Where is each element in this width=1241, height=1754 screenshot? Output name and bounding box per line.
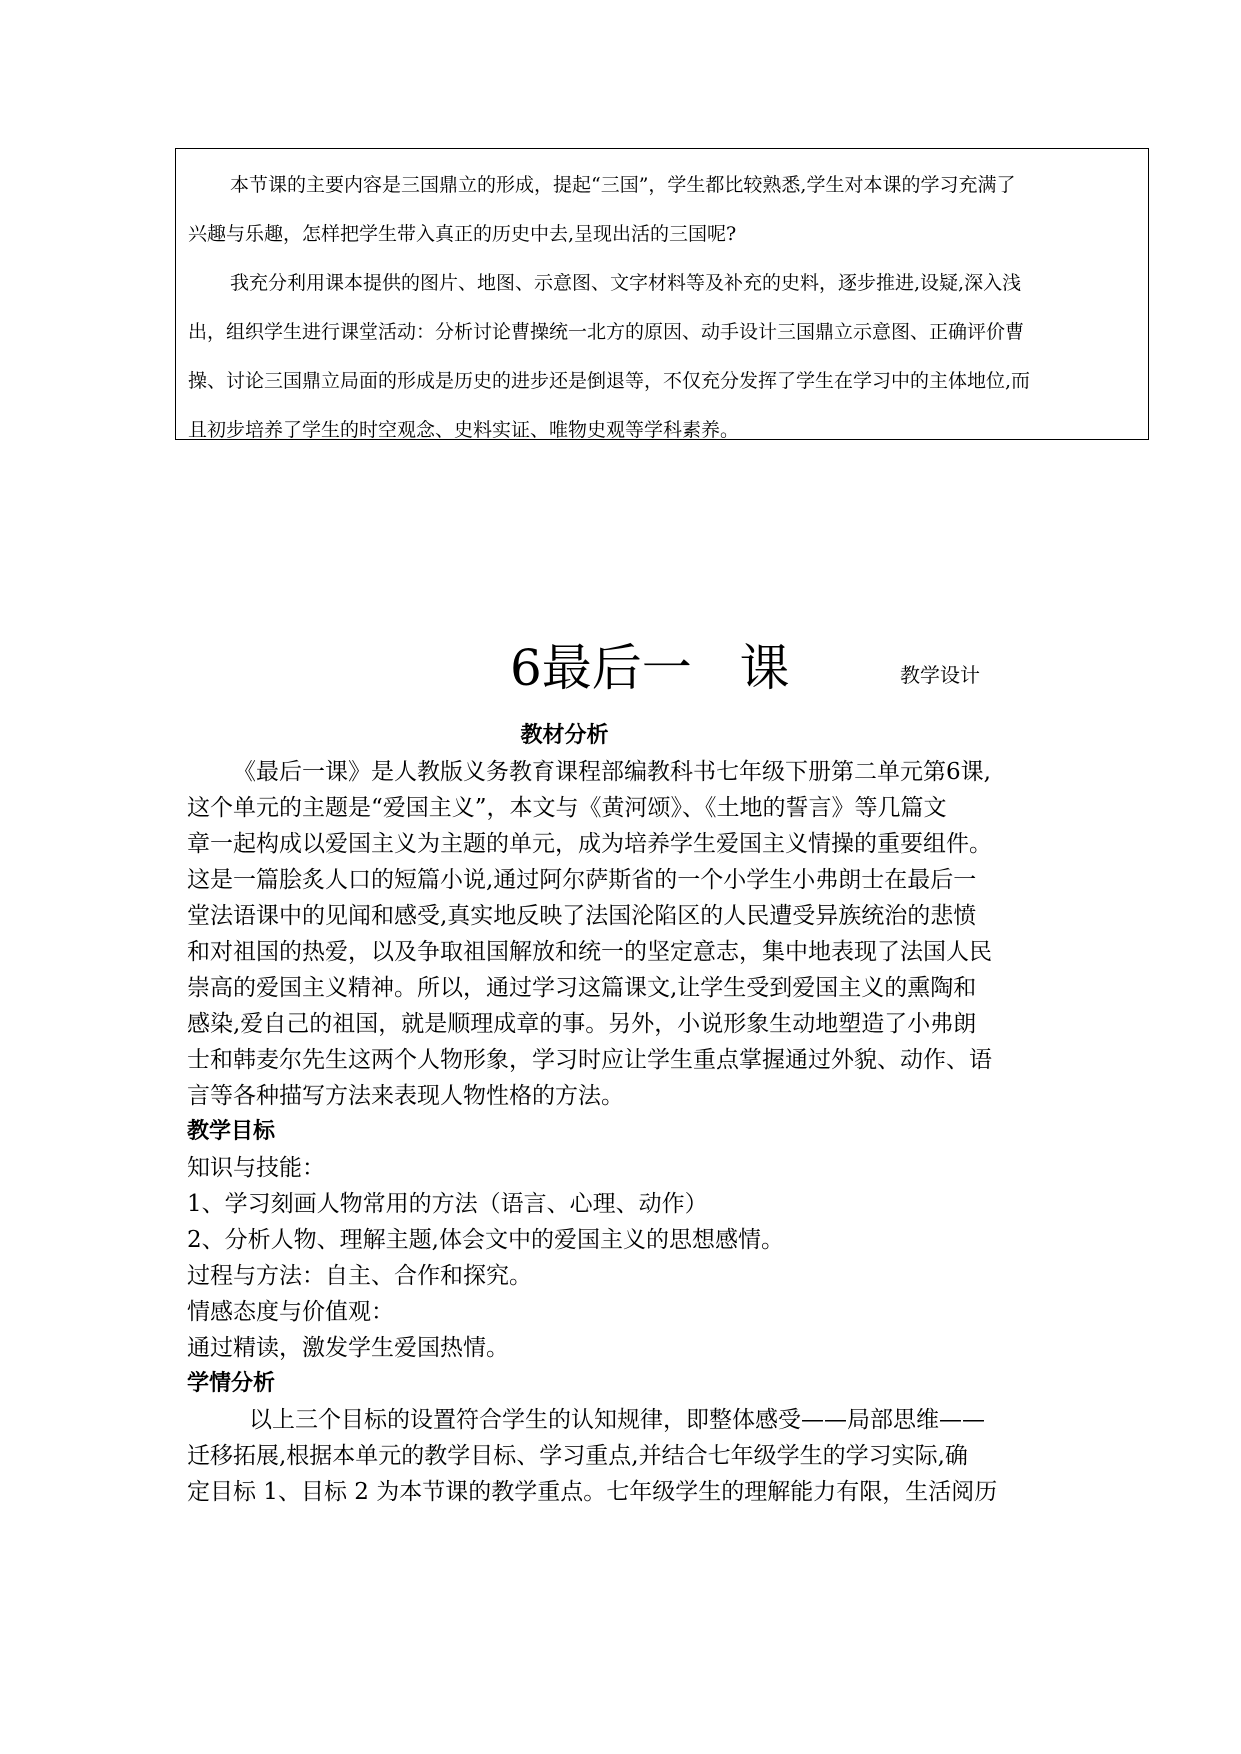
goals-heading: 教学目标 xyxy=(187,1119,276,1144)
analysis-heading: 教材分析 xyxy=(520,723,609,748)
goals-line: 过程与方法：自主、合作和探究。 xyxy=(187,1263,532,1289)
analysis-line: 《最后一课》是人教版义务教育课程部编教科书七年级下册第二单元第6课, xyxy=(233,759,991,785)
goals-line: 2、分析人物、理解主题,体会文中的爱国主义的思想感情。 xyxy=(187,1227,784,1253)
learner-line: 定目标 1、目标 2 为本节课的教学重点。七年级学生的理解能力有限，生活阅历 xyxy=(187,1479,998,1505)
reflection-line: 操、讨论三国鼎立局面的形成是历史的进步还是倒退等，不仅充分发挥了学生在学习中的主体地位,而 xyxy=(188,370,1031,392)
learner-heading: 学情分析 xyxy=(187,1371,276,1396)
learner-line: 以上三个目标的设置符合学生的认知规律，即整体感受——局部思维—— xyxy=(249,1407,985,1433)
reflection-line: 出，组织学生进行课堂活动：分析讨论曹操统一北方的原因、动手设计三国鼎立示意图、正确评价曹 xyxy=(188,321,1025,343)
lesson-title-row xyxy=(0,628,1241,708)
analysis-line: 言等各种描写方法来表现人物性格的方法。 xyxy=(187,1083,624,1109)
analysis-line: 这是一篇脍炙人口的短篇小说,通过阿尔萨斯省的一个小学生小弗朗士在最后一 xyxy=(187,867,977,893)
reflection-paragraph-1 xyxy=(188,161,1136,259)
analysis-line: 堂法语课中的见闻和感受,真实地反映了法国沦陷区的人民遭受异族统治的悲愤 xyxy=(187,903,977,929)
reflection-box xyxy=(175,148,1149,440)
lesson-subtitle: 教学设计 xyxy=(900,663,980,687)
analysis-line: 这个单元的主题是“爱国主义”，本文与《黄河颂》、《土地的誓言》等几篇文 xyxy=(187,795,947,821)
analysis-line: 士和韩麦尔先生这两个人物形象，学习时应让学生重点掌握通过外貌、动作、语 xyxy=(187,1047,992,1073)
goals-line: 知识与技能： xyxy=(187,1155,325,1181)
analysis-line: 和对祖国的热爱，以及争取祖国解放和统一的坚定意志，集中地表现了法国人民 xyxy=(187,939,992,965)
lesson-content xyxy=(187,718,1067,1510)
reflection-line: 且初步培养了学生的时空观念、史料实证、唯物史观等学科素养。 xyxy=(188,419,740,441)
lesson-title: 6最后一 课 xyxy=(510,639,790,697)
goals-line: 1、学习刻画人物常用的方法（语言、心理、动作） xyxy=(187,1191,708,1217)
reflection-line: 兴趣与乐趣，怎样把学生带入真正的历史中去,呈现出活的三国呢? xyxy=(188,223,737,245)
analysis-line: 感染,爱自己的祖国，就是顺理成章的事。另外，小说形象生动地塑造了小弗朗 xyxy=(187,1011,977,1037)
goals-line: 情感态度与价值观： xyxy=(187,1299,394,1325)
analysis-line: 崇高的爱国主义精神。所以，通过学习这篇课文,让学生受到爱国主义的熏陶和 xyxy=(187,975,977,1001)
reflection-line: 本节课的主要内容是三国鼎立的形成，提起“三国”，学生都比较熟悉,学生对本课的学习充满了 xyxy=(230,174,1016,196)
reflection-line: 我充分利用课本提供的图片、地图、示意图、文字材料等及补充的史料，逐步推进,设疑,深入浅 xyxy=(230,272,1022,294)
reflection-paragraph-2 xyxy=(188,259,1136,455)
goals-line: 通过精读，激发学生爱国热情。 xyxy=(187,1335,509,1361)
analysis-line: 章一起构成以爱国主义为主题的单元，成为培养学生爱国主义情操的重要组件。 xyxy=(187,831,992,857)
learner-line: 迁移拓展,根据本单元的教学目标、学习重点,并结合七年级学生的学习实际,确 xyxy=(187,1443,968,1469)
